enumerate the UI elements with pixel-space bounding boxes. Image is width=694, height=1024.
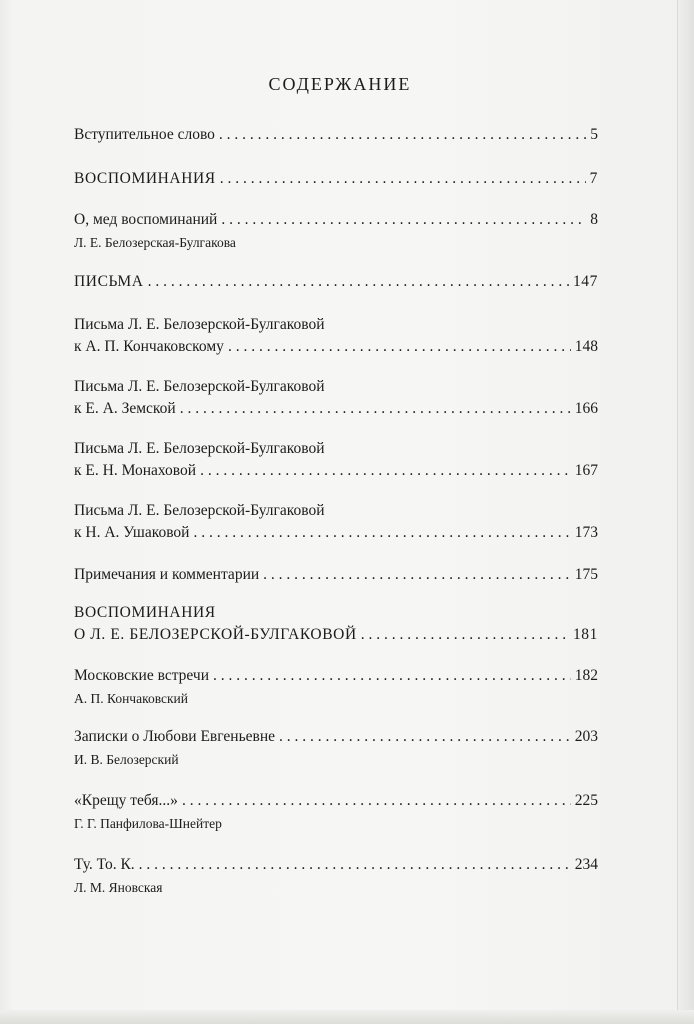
toc-entry-title: Записки о Любови Евгеньевне bbox=[74, 728, 276, 745]
toc-page-number: 8 bbox=[590, 211, 598, 228]
toc-line bbox=[74, 790, 598, 812]
toc-entry-honey-of-memories bbox=[74, 209, 598, 253]
toc-line bbox=[74, 336, 598, 358]
toc-entry-title: ПИСЬМА bbox=[74, 273, 144, 290]
toc-line bbox=[74, 665, 598, 687]
dot-leader bbox=[180, 398, 571, 420]
page-edge-right bbox=[677, 0, 694, 1024]
toc-entry-introduction bbox=[74, 124, 598, 146]
toc-line bbox=[74, 124, 598, 146]
toc-entry-title: Московские встречи bbox=[74, 667, 209, 684]
toc-entry-title: О, мед воспоминаний bbox=[74, 211, 218, 228]
toc-entry-letters-konchakovsky bbox=[74, 314, 598, 358]
page-edge-bottom bbox=[0, 1010, 694, 1024]
toc-entry-title-cont: к Е. А. Земской bbox=[74, 400, 176, 417]
toc-entry-author: Л. Е. Белозерская-Булгакова bbox=[74, 235, 236, 250]
toc-page-number: 175 bbox=[574, 566, 598, 583]
dot-leader bbox=[148, 271, 569, 293]
toc-entry-notes bbox=[74, 564, 598, 586]
dot-leader bbox=[219, 124, 586, 146]
toc-entry-letters-section bbox=[74, 271, 598, 293]
toc-line bbox=[74, 271, 598, 293]
toc-entry-author: И. В. Белозерский bbox=[74, 752, 179, 767]
toc-entry-title-cont: к А. П. Кончаковскому bbox=[74, 338, 224, 355]
toc-entry-author: А. П. Кончаковский bbox=[74, 691, 189, 706]
toc-entry-title: «Крещу тебя...» bbox=[74, 792, 178, 809]
toc-entry-title: Ту. То. К. bbox=[74, 856, 135, 873]
toc-line bbox=[74, 726, 598, 748]
dot-leader bbox=[221, 209, 586, 231]
toc-line bbox=[74, 398, 598, 420]
toc-entry-memoirs-section bbox=[74, 168, 598, 190]
toc-line bbox=[74, 564, 598, 586]
toc-line bbox=[74, 624, 598, 646]
toc-entry-title-cont: к Н. А. Ушаковой bbox=[74, 524, 190, 541]
toc-entry-title: Письма Л. Е. Белозерской-Булгаковой bbox=[74, 502, 325, 519]
toc-entry-title: Письма Л. Е. Белозерской-Булгаковой bbox=[74, 316, 325, 333]
toc-entry-title-cont: О Л. Е. БЕЛОЗЕРСКОЙ-БУЛГАКОВОЙ bbox=[74, 626, 357, 643]
toc-page-number: 166 bbox=[574, 400, 598, 417]
dot-leader bbox=[139, 854, 571, 876]
toc-entry-letters-ushakova bbox=[74, 500, 598, 544]
toc-line bbox=[74, 854, 598, 876]
toc-entry-title: ВОСПОМИНАНИЯ bbox=[74, 170, 216, 187]
toc-line bbox=[74, 438, 598, 460]
toc-line bbox=[74, 500, 598, 522]
toc-entry-title: ВОСПОМИНАНИЯ bbox=[74, 604, 216, 621]
dot-leader bbox=[213, 665, 571, 687]
toc-entry-title: Письма Л. Е. Белозерской-Булгаковой bbox=[74, 440, 325, 457]
toc-entry-title: Письма Л. Е. Белозерской-Булгаковой bbox=[74, 378, 325, 395]
toc-entry-tu-to-k bbox=[74, 854, 598, 898]
toc-page-number: 173 bbox=[574, 524, 598, 541]
toc-page-number: 5 bbox=[590, 126, 598, 143]
toc-entry-moscow-meetings bbox=[74, 665, 598, 709]
toc-page-number: 181 bbox=[572, 626, 598, 643]
dot-leader bbox=[200, 460, 571, 482]
dot-leader bbox=[220, 168, 586, 190]
toc-page-number: 147 bbox=[572, 273, 598, 290]
dot-leader bbox=[193, 522, 570, 544]
toc-line bbox=[74, 168, 598, 190]
toc-page-number: 7 bbox=[589, 170, 598, 187]
toc-page-number: 167 bbox=[574, 462, 598, 479]
dot-leader bbox=[361, 624, 569, 646]
toc-entry-author: Л. М. Яновская bbox=[74, 880, 163, 895]
toc-entry-author: Г. Г. Панфилова-Шнейтер bbox=[74, 816, 222, 831]
toc-page-number: 148 bbox=[574, 338, 598, 355]
page-title: СОДЕРЖАНИЕ bbox=[268, 74, 412, 94]
toc-entry-letters-monakhova bbox=[74, 438, 598, 482]
toc-entry-i-baptize-you bbox=[74, 790, 598, 834]
toc-entry-memoirs-about-section bbox=[74, 602, 598, 646]
toc-entry-title: Вступительное слово bbox=[74, 126, 215, 143]
toc-entry-title: Примечания и комментарии bbox=[74, 566, 260, 583]
toc-entry-title-cont: к Е. Н. Монаховой bbox=[74, 462, 197, 479]
toc-line bbox=[74, 522, 598, 544]
toc-page-number: 182 bbox=[574, 667, 598, 684]
dot-leader bbox=[228, 336, 571, 358]
toc-line bbox=[74, 209, 598, 231]
toc-line bbox=[74, 460, 598, 482]
toc-line bbox=[74, 376, 598, 398]
toc-page-number: 203 bbox=[574, 728, 598, 745]
toc-entry-notes-about-lyubov bbox=[74, 726, 598, 770]
toc-line bbox=[74, 314, 598, 336]
toc-page-number: 225 bbox=[574, 792, 598, 809]
toc-line bbox=[74, 602, 598, 624]
dot-leader bbox=[263, 564, 571, 586]
toc-page-number: 234 bbox=[574, 856, 598, 873]
dot-leader bbox=[182, 790, 571, 812]
dot-leader bbox=[279, 726, 571, 748]
toc-entry-letters-zemskaya bbox=[74, 376, 598, 420]
